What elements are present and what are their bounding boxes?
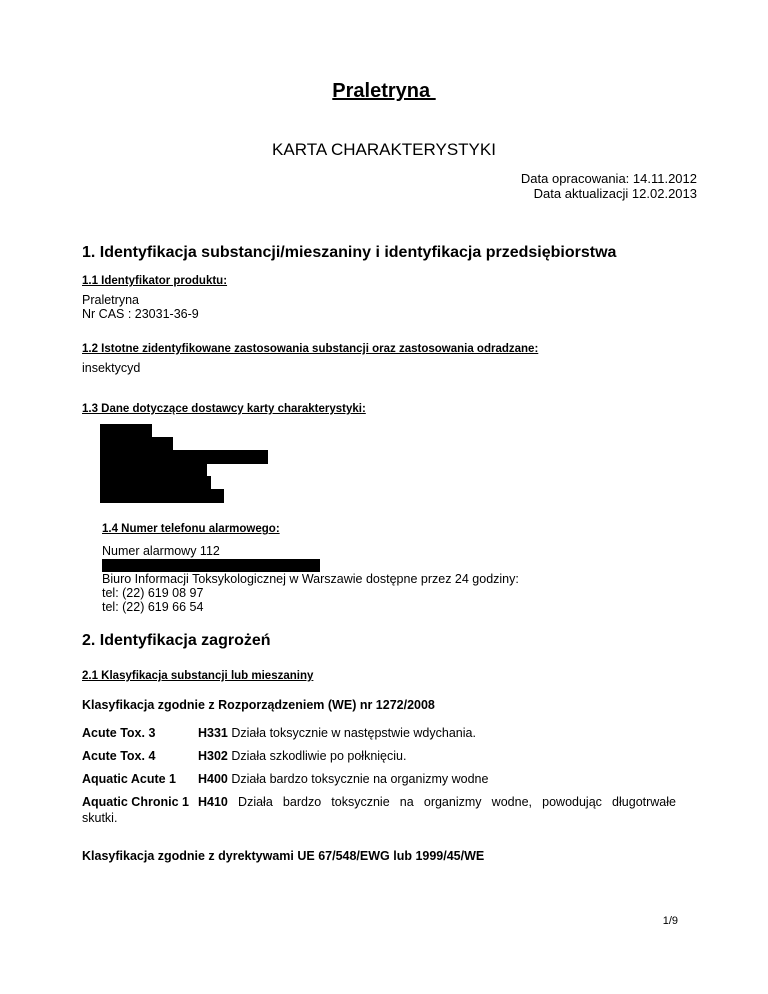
emergency-contact <box>102 572 519 614</box>
hazard-statement <box>198 772 488 786</box>
hazard-class: Aquatic Acute 1 <box>82 772 177 786</box>
hazard-statement <box>198 726 476 740</box>
redaction-bar <box>100 437 173 451</box>
hazard-statement <box>198 749 406 763</box>
redaction-bar <box>102 559 320 572</box>
redaction-bar <box>100 450 268 464</box>
hazard-statement <box>198 795 676 809</box>
hazard-class: Aquatic Chronic 1 <box>82 795 189 809</box>
hazard-text-continuation: skutki. <box>82 811 118 825</box>
hazard-class: Acute Tox. 3 <box>82 726 156 740</box>
hazard-text: Działa bardzo toksycznie na organizmy wodne, powodując długotrwałe <box>227 795 676 809</box>
classification-heading: Klasyfikacja zgodnie z Rozporządzeniem (WE) nr 1272/2008 <box>82 698 435 712</box>
date-updated: Data aktualizacji 12.02.2013 <box>533 186 697 201</box>
phone-2: tel: (22) 619 66 54 <box>102 600 204 614</box>
page-number: 1/9 <box>662 915 678 927</box>
hazard-class: Acute Tox. 4 <box>82 749 156 763</box>
section-1-3-heading: 1.3 Dane dotyczące dostawcy karty charakterystyki: <box>82 403 366 415</box>
redaction-bar <box>100 424 152 438</box>
section-1-1-heading: 1.1 Identyfikator produktu: <box>82 275 228 287</box>
section-1-2-heading: 1.2 Istotne zidentyfikowane zastosowania substancji oraz zastosowania odradzane: <box>82 343 539 355</box>
product-name: Praletryna <box>82 293 139 307</box>
document-dates <box>521 171 697 201</box>
emergency-number: Numer alarmowy 112 <box>102 544 220 558</box>
phone-1: tel: (22) 619 08 97 <box>102 586 204 600</box>
product-use: insektycyd <box>82 361 141 375</box>
hazard-code: H410 <box>198 795 228 809</box>
document-subtitle: KARTA CHARAKTERYSTYKI <box>272 140 496 159</box>
hazard-text: Działa bardzo toksycznie na organizmy wodne <box>227 772 489 786</box>
cas-number: Nr CAS : 23031-36-9 <box>82 307 199 321</box>
section-1-heading: 1. Identyfikacja substancji/mieszaniny i identyfikacja przedsiębiorstwa <box>82 244 617 261</box>
section-2-1-heading: 2.1 Klasyfikacja substancji lub mieszaniny <box>82 670 314 682</box>
hazard-code: H400 <box>198 772 228 786</box>
date-prepared: Data opracowania: 14.11.2012 <box>520 171 697 186</box>
redaction-bar <box>100 476 211 490</box>
redaction-bar <box>100 463 207 477</box>
document-title: Praletryna <box>332 80 436 102</box>
section-1-1-body <box>82 293 199 321</box>
hazard-code: H302 <box>198 749 228 763</box>
hazard-text: Działa toksycznie w następstwie wdychania. <box>227 726 476 740</box>
section-2-heading: 2. Identyfikacja zagrożeń <box>82 632 271 649</box>
redaction-bar <box>100 489 224 503</box>
poison-center: Biuro Informacji Toksykologicznej w Warszawie dostępne przez 24 godziny: <box>102 572 519 586</box>
hazard-text: Działa szkodliwie po połknięciu. <box>227 749 407 763</box>
directive-classification-heading: Klasyfikacja zgodnie z dyrektywami UE 67/548/EWG lub 1999/45/WE <box>82 849 485 863</box>
hazard-code: H331 <box>198 726 228 740</box>
section-1-4-heading: 1.4 Numer telefonu alarmowego: <box>102 523 280 535</box>
